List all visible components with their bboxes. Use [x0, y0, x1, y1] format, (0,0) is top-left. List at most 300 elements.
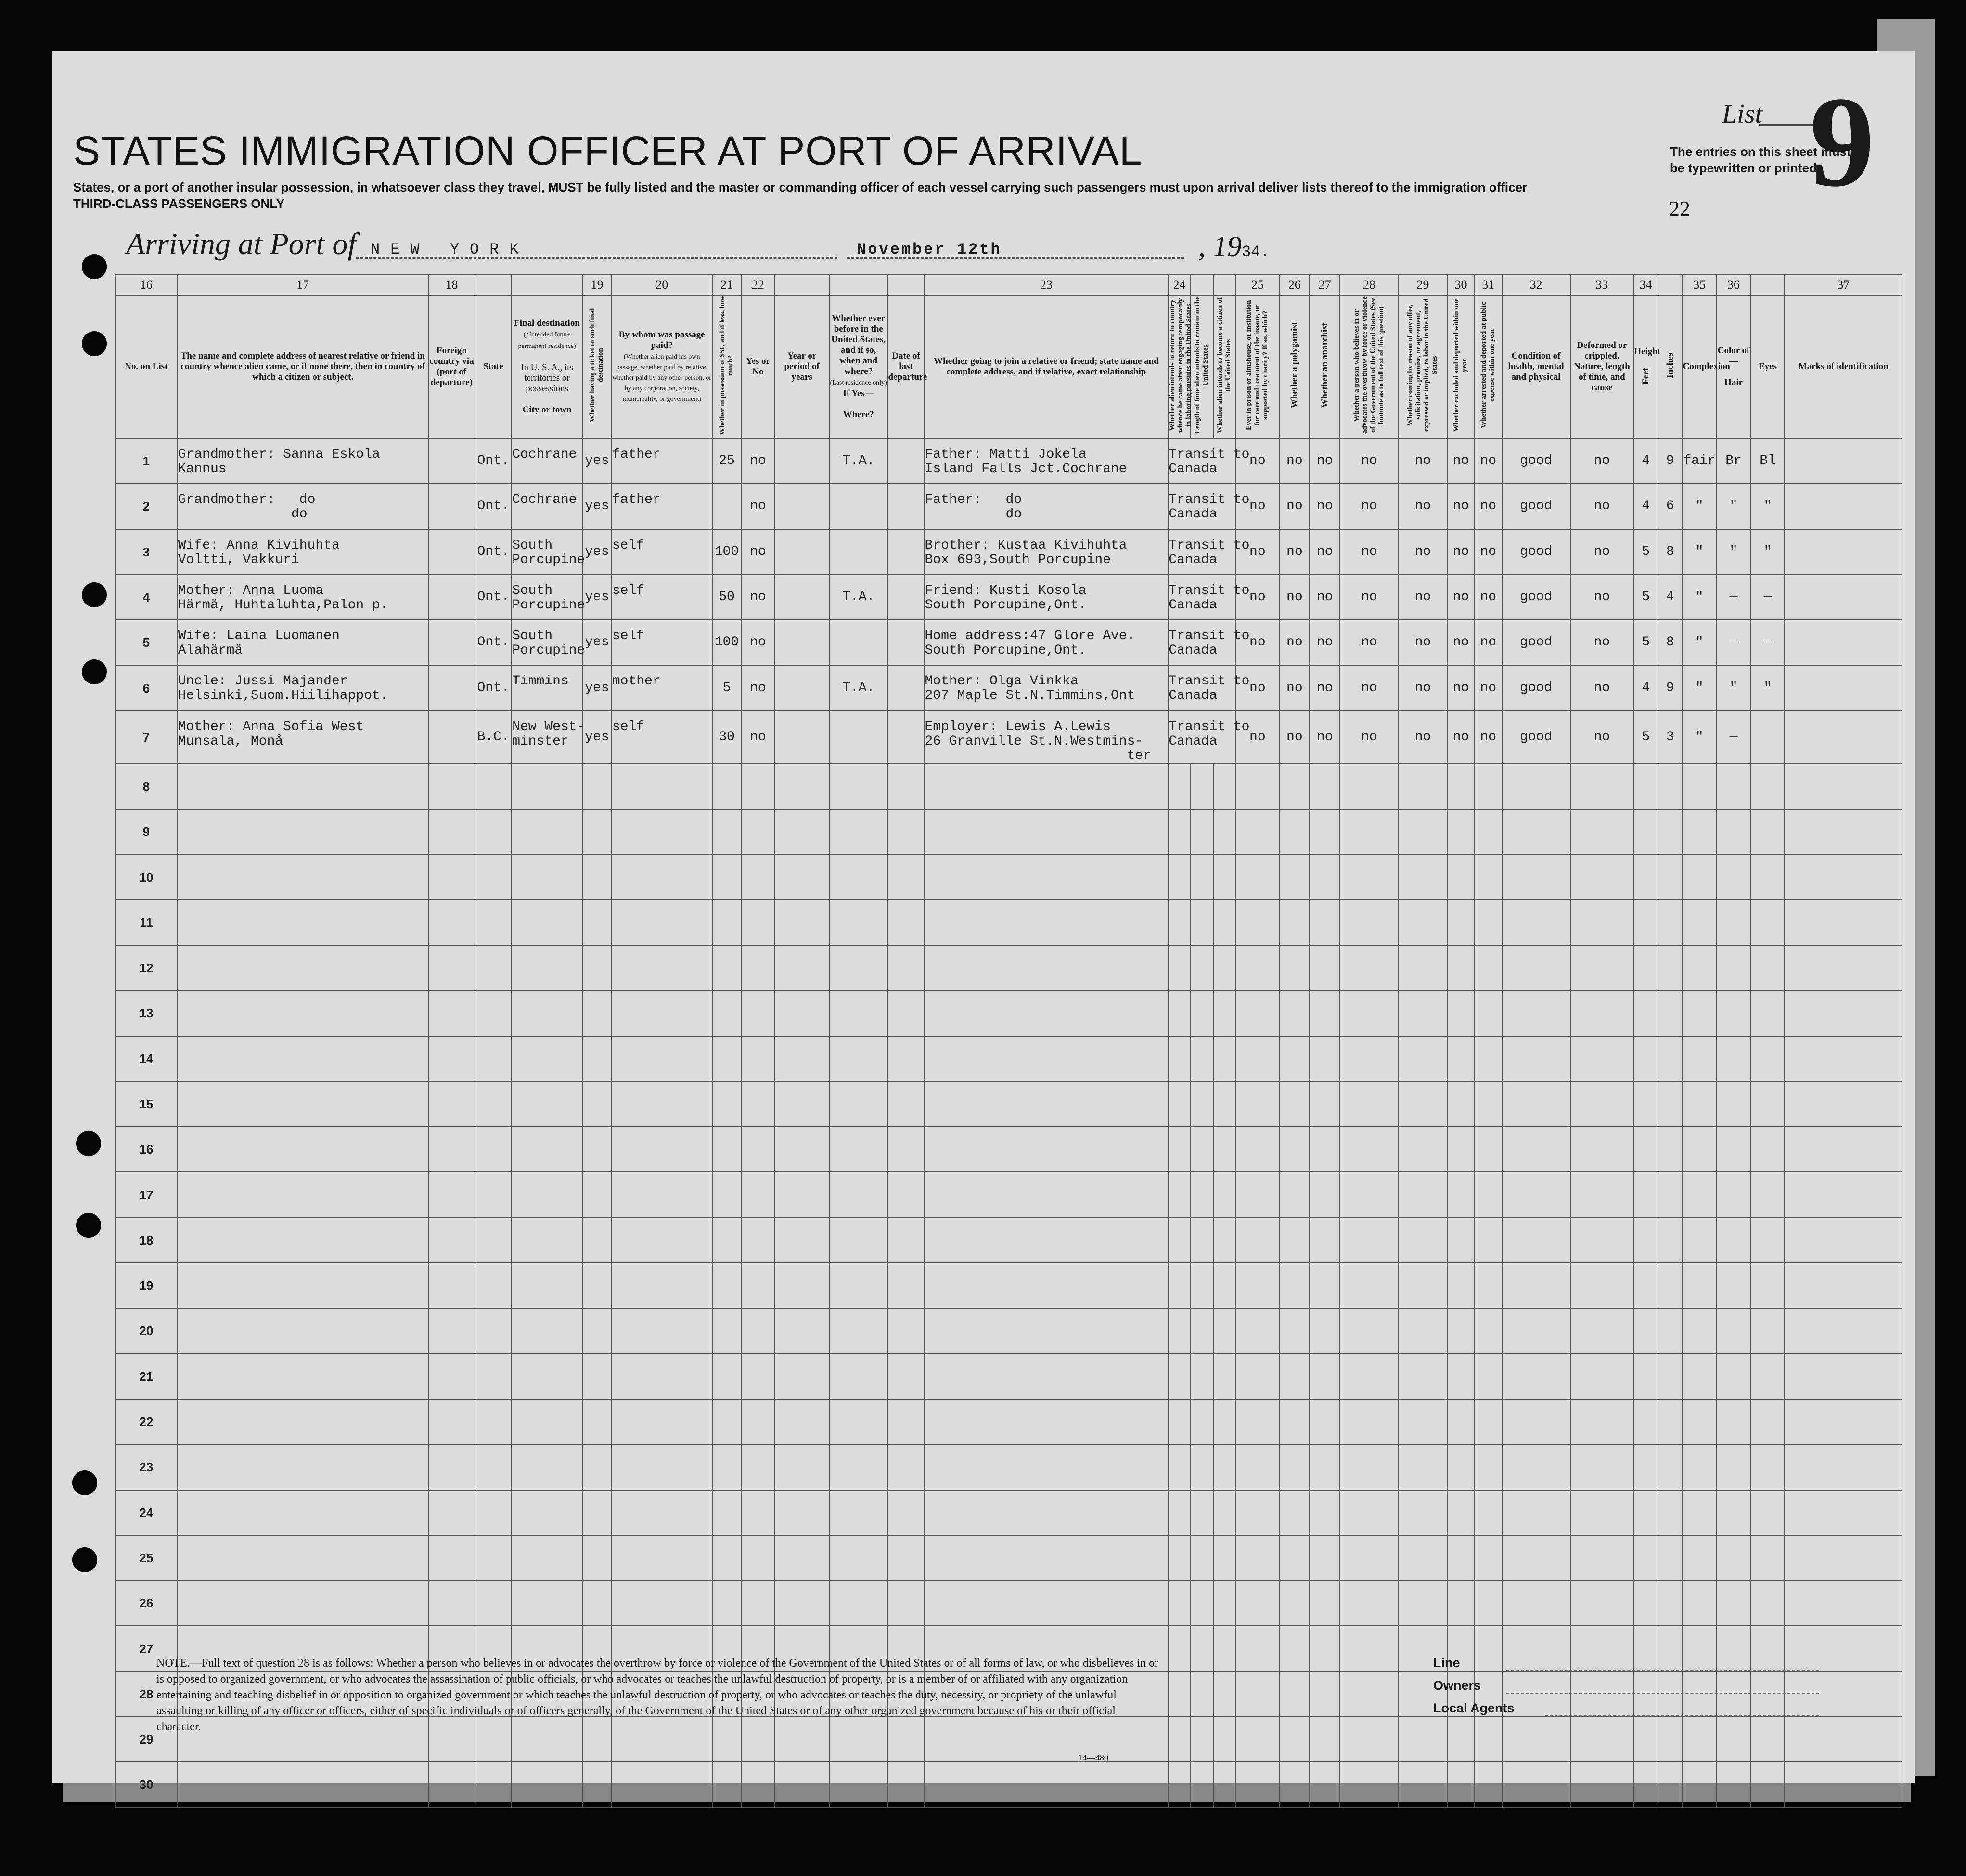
cell-empty [1785, 1036, 1902, 1081]
cell-empty [1447, 1490, 1475, 1535]
cell-empty [888, 1580, 925, 1626]
cell-empty [1279, 1535, 1310, 1580]
cell-empty [1399, 945, 1447, 990]
cell-empty [1717, 1626, 1751, 1671]
cell-empty [178, 1081, 428, 1127]
cell-empty [1399, 1218, 1447, 1263]
cell-empty [1235, 1444, 1279, 1490]
row-number: 5 [115, 620, 178, 665]
cell-empty [1502, 1308, 1570, 1353]
cell-p28: no [1340, 711, 1399, 764]
cell-empty [829, 1172, 888, 1217]
cell-empty [1633, 900, 1658, 945]
cell-empty [178, 809, 428, 854]
cell-empty [1570, 764, 1634, 809]
cell-empty [178, 1762, 428, 1807]
cell-empty [1475, 1399, 1502, 1444]
column-number: 19 [582, 275, 612, 295]
cell-ticket: yes [582, 484, 612, 529]
cell-empty [1502, 1535, 1570, 1580]
column-number [1213, 275, 1236, 295]
cell-empty [1168, 1308, 1191, 1353]
cell-empty [1399, 1580, 1447, 1626]
cell-empty [1785, 1535, 1902, 1580]
cell-empty [888, 990, 925, 1036]
cell-empty [1502, 854, 1570, 899]
header-no-on-list: No. on List [115, 295, 178, 438]
cell-p30: no [1447, 620, 1475, 665]
cell-empty [1502, 1263, 1570, 1308]
cell-empty [1399, 1263, 1447, 1308]
cell-joining: Brother: Kustaa Kivihuhta Box 693,South Porcupine [925, 529, 1169, 575]
cell-money: 5 [712, 665, 742, 710]
cell-empty [428, 1172, 475, 1217]
column-number: 17 [178, 275, 428, 295]
cell-money: 100 [712, 529, 742, 575]
year-prefix: , 19 [1198, 231, 1242, 262]
cell-empty [582, 1172, 612, 1217]
cell-empty [925, 1036, 1169, 1081]
cell-p29: no [1399, 484, 1447, 529]
cell-empty [1213, 1127, 1236, 1172]
cell-empty [1658, 1626, 1683, 1671]
row-number: 24 [115, 1490, 178, 1535]
header-before-yes-no: Yes or No [741, 295, 774, 438]
cell-empty [1168, 809, 1191, 854]
header-nearest-relative: The name and complete address of nearest relative or friend in country whence alien came, or if none there, then in country of which a citizen or subject. [178, 295, 428, 438]
cell-feet: 5 [1633, 620, 1658, 665]
row-number: 20 [115, 1308, 178, 1353]
cell-empty [1751, 809, 1785, 854]
cell-empty [1235, 1580, 1279, 1626]
cell-empty [1658, 1354, 1683, 1399]
cell-empty [1310, 1580, 1340, 1626]
cell-empty [1447, 809, 1475, 854]
column-number [1191, 275, 1213, 295]
cell-empty [428, 764, 475, 809]
binder-hole [82, 582, 107, 607]
cell-empty [1683, 1626, 1717, 1671]
cell-empty [1279, 1444, 1310, 1490]
cell-p26: no [1279, 665, 1310, 710]
column-number [888, 275, 925, 295]
cell-empty [1279, 1218, 1310, 1263]
cell-empty [712, 900, 742, 945]
entries-note-line2: be typewritten or printed [1670, 161, 1817, 175]
cell-empty [1235, 1626, 1279, 1671]
cell-foreign [428, 620, 475, 665]
cell-empty [741, 764, 774, 809]
cell-empty [1235, 1036, 1279, 1081]
column-number: 28 [1340, 275, 1399, 295]
cell-empty [512, 1218, 582, 1263]
cell-empty [1310, 809, 1340, 854]
cell-p29: no [1399, 438, 1447, 484]
cell-empty [1475, 1354, 1502, 1399]
cell-empty [1340, 1354, 1399, 1399]
cell-before: no [741, 575, 774, 620]
cell-relative: Grandmother: Sanna Eskola Kannus [178, 438, 428, 484]
cell-empty [1683, 1354, 1717, 1399]
cell-empty [1751, 764, 1785, 809]
cell-empty [1658, 1263, 1683, 1308]
cell-inches: 3 [1658, 711, 1683, 764]
cell-empty [1717, 1127, 1751, 1172]
cell-empty [1570, 1036, 1634, 1081]
cell-empty [1751, 1626, 1785, 1671]
cell-empty [475, 1762, 512, 1807]
cell-empty [1475, 990, 1502, 1036]
cell-where [829, 484, 888, 529]
cell-empty [1191, 1263, 1213, 1308]
cell-empty [1399, 1172, 1447, 1217]
row-number: 25 [115, 1535, 178, 1580]
cell-empty [1447, 1308, 1475, 1353]
entries-note-line1: The entries on this sheet must [1670, 144, 1851, 159]
cell-date [888, 711, 925, 764]
cell-feet: 5 [1633, 529, 1658, 575]
cell-empty [1658, 1399, 1683, 1444]
cell-empty [829, 1218, 888, 1263]
cell-empty [1633, 1580, 1658, 1626]
cell-empty [1340, 809, 1399, 854]
cell-deformed: no [1570, 484, 1634, 529]
cell-health: good [1502, 484, 1570, 529]
cell-before: no [741, 438, 774, 484]
sheet-number: 22 [1669, 197, 1690, 220]
cell-empty [1340, 854, 1399, 899]
empty-row [115, 1081, 1902, 1127]
cell-empty [178, 1490, 428, 1535]
empty-row [115, 1399, 1902, 1444]
cell-empty [741, 1172, 774, 1217]
cell-empty [1399, 1399, 1447, 1444]
cell-empty [1191, 1444, 1213, 1490]
cell-empty [1310, 1444, 1340, 1490]
cell-empty [774, 1263, 829, 1308]
cell-complexion: " [1683, 484, 1717, 529]
column-number [1658, 275, 1683, 295]
row-number: 4 [115, 575, 178, 620]
cell-empty [1683, 1490, 1717, 1535]
cell-empty [428, 1263, 475, 1308]
cell-empty [1213, 809, 1236, 854]
cell-empty [888, 945, 925, 990]
cell-p28: no [1340, 438, 1399, 484]
passenger-row [115, 575, 1902, 620]
cell-marks [1785, 438, 1902, 484]
column-number: 35 [1683, 275, 1717, 295]
cell-empty [741, 1081, 774, 1127]
cell-empty [1235, 1127, 1279, 1172]
cell-empty [1191, 1535, 1213, 1580]
binder-hole [82, 331, 107, 356]
passenger-row [115, 620, 1902, 665]
cell-inches: 9 [1658, 665, 1683, 710]
cell-p26: no [1279, 484, 1310, 529]
cell-money: 25 [712, 438, 742, 484]
cell-health: good [1502, 620, 1570, 665]
cell-p25: no [1235, 711, 1279, 764]
header-possession-50 [712, 295, 742, 438]
cell-empty [1570, 809, 1634, 854]
header-possession-50-text: Whether in possession of $50, and if less, how much? [719, 296, 735, 435]
cell-where: T.A. [829, 575, 888, 620]
cell-empty [178, 1399, 428, 1444]
header-purpose-b-text: Length of time alien intends to remain in the United States [1194, 296, 1210, 434]
header-feet-text: Feet [1641, 367, 1651, 385]
cell-empty [712, 1172, 742, 1217]
cell-empty [428, 1036, 475, 1081]
header-joining: Whether going to join a relative or friend; state name and complete address, and if relative, exact relationship [925, 295, 1169, 438]
cell-empty [612, 1081, 712, 1127]
header-q31-text: Whether arrested and deported at public expense within one year [1480, 302, 1496, 429]
cell-empty [1785, 1490, 1902, 1535]
cell-empty [1213, 1354, 1236, 1399]
cell-empty [178, 1580, 428, 1626]
cell-empty [1340, 1127, 1399, 1172]
cell-empty [925, 854, 1169, 899]
cell-empty [428, 1490, 475, 1535]
cell-empty [428, 1354, 475, 1399]
cell-empty [475, 1263, 512, 1308]
cell-empty [829, 764, 888, 809]
cell-empty [1168, 1127, 1191, 1172]
cell-empty [1340, 1444, 1399, 1490]
cell-empty [475, 1490, 512, 1535]
cell-purpose: Transit to Canada [1168, 484, 1235, 529]
cell-empty [1475, 764, 1502, 809]
cell-empty [1191, 1127, 1213, 1172]
cell-empty [475, 764, 512, 809]
cell-empty [512, 990, 582, 1036]
cell-joining: Father: do do [925, 484, 1169, 529]
cell-empty [1191, 990, 1213, 1036]
cell-empty [1633, 764, 1658, 809]
passenger-row [115, 711, 1902, 764]
cell-empty [925, 900, 1169, 945]
cell-empty [1633, 1535, 1658, 1580]
cell-empty [512, 854, 582, 899]
cell-empty [888, 1490, 925, 1535]
cell-empty [1191, 900, 1213, 945]
cell-empty [1502, 1081, 1570, 1127]
cell-empty [512, 900, 582, 945]
header-purpose-a [1168, 295, 1191, 438]
cell-empty [1191, 1081, 1213, 1127]
cell-empty [428, 990, 475, 1036]
passenger-row [115, 484, 1902, 529]
cell-empty [1502, 1354, 1570, 1399]
row-number: 6 [115, 665, 178, 710]
cell-empty [829, 1444, 888, 1490]
cell-empty [1502, 1490, 1570, 1535]
cell-empty [888, 900, 925, 945]
cell-p30: no [1447, 711, 1475, 764]
row-number: 30 [115, 1762, 178, 1807]
cell-empty [925, 1081, 1169, 1127]
cell-eyes: " [1751, 484, 1785, 529]
cell-empty [1279, 1354, 1310, 1399]
cell-empty [1168, 1081, 1191, 1127]
passenger-manifest-table [115, 274, 1902, 1808]
header-prison-text: Ever in prison or almshouse, or institution for care and treatment of the insane, or supported by charity? If so, which? [1245, 300, 1270, 431]
row-number: 10 [115, 854, 178, 899]
cell-empty [612, 1308, 712, 1353]
header-purpose-c [1213, 295, 1236, 438]
header-q28 [1340, 295, 1399, 438]
column-number: 23 [925, 275, 1169, 295]
cell-marks [1785, 711, 1902, 764]
cell-empty [1447, 1218, 1475, 1263]
cell-ticket: yes [582, 665, 612, 710]
cell-empty [1658, 1127, 1683, 1172]
cell-empty [1213, 1671, 1236, 1717]
cell-foreign [428, 438, 475, 484]
cell-city: South Porcupine [512, 620, 582, 665]
cell-empty [428, 945, 475, 990]
cell-empty [1447, 945, 1475, 990]
cell-empty [1399, 1081, 1447, 1127]
cell-empty [1633, 990, 1658, 1036]
row-number: 22 [115, 1399, 178, 1444]
cell-p29: no [1399, 711, 1447, 764]
column-number: 31 [1475, 275, 1502, 295]
port-of-arrival: NEW YORK [371, 241, 529, 258]
cell-empty [774, 1036, 829, 1081]
cell-empty [1310, 1308, 1340, 1353]
cell-p31: no [1475, 665, 1502, 710]
form-title: STATES IMMIGRATION OFFICER AT PORT OF ARRIVAL [73, 128, 1143, 173]
cell-empty [1447, 1354, 1475, 1399]
cell-empty [888, 854, 925, 899]
cell-p25: no [1235, 665, 1279, 710]
cell-empty [829, 1490, 888, 1535]
empty-row [115, 1172, 1902, 1217]
cell-empty [1658, 900, 1683, 945]
cell-empty [582, 1081, 612, 1127]
cell-empty [1399, 854, 1447, 899]
cell-empty [1570, 990, 1634, 1036]
cell-empty [741, 945, 774, 990]
cell-health: good [1502, 575, 1570, 620]
cell-empty [774, 854, 829, 899]
cell-where: T.A. [829, 665, 888, 710]
cell-empty [888, 1172, 925, 1217]
cell-empty [888, 1399, 925, 1444]
header-if-yes: If Yes— [843, 388, 874, 398]
cell-empty [1279, 1762, 1310, 1807]
cell-empty [1340, 1218, 1399, 1263]
cell-empty [1785, 1127, 1902, 1172]
row-number: 14 [115, 1036, 178, 1081]
cell-empty [512, 1081, 582, 1127]
cell-date [888, 620, 925, 665]
cell-empty [1717, 764, 1751, 809]
column-number: 24 [1168, 275, 1191, 295]
cell-eyes: — [1751, 575, 1785, 620]
cell-empty [1658, 945, 1683, 990]
cell-empty [1213, 990, 1236, 1036]
column-number [1751, 275, 1785, 295]
passenger-row [115, 438, 1902, 484]
cell-empty [1279, 1308, 1310, 1353]
cell-empty [925, 764, 1169, 809]
cell-empty [1340, 1762, 1399, 1807]
cell-empty [612, 1580, 712, 1626]
cell-p30: no [1447, 575, 1475, 620]
cell-empty [1213, 1263, 1236, 1308]
column-number [475, 275, 512, 295]
cell-empty [1475, 1535, 1502, 1580]
cell-empty [1475, 1717, 1502, 1762]
cell-empty [1235, 809, 1279, 854]
cell-empty [1235, 1490, 1279, 1535]
cell-empty [475, 1127, 512, 1172]
cell-empty [1633, 1444, 1658, 1490]
agents-field [1545, 1715, 1819, 1716]
empty-row [115, 900, 1902, 945]
cell-empty [1399, 1762, 1447, 1807]
cell-empty [612, 1127, 712, 1172]
cell-relative: Grandmother: do do [178, 484, 428, 529]
cell-empty [1785, 1762, 1902, 1807]
cell-empty [1399, 1535, 1447, 1580]
cell-empty [741, 1762, 774, 1807]
cell-where [829, 711, 888, 764]
empty-row [115, 809, 1902, 854]
cell-empty [1447, 1535, 1475, 1580]
cell-empty [1475, 1308, 1502, 1353]
cell-before: no [741, 484, 774, 529]
cell-period [774, 484, 829, 529]
third-class-label: THIRD-CLASS PASSENGERS ONLY [73, 196, 285, 211]
cell-empty [1191, 1717, 1213, 1762]
cell-p28: no [1340, 620, 1399, 665]
cell-ticket: yes [582, 529, 612, 575]
cell-empty [741, 900, 774, 945]
cell-empty [1751, 1671, 1785, 1717]
binder-hole [76, 1213, 101, 1238]
cell-empty [1340, 1036, 1399, 1081]
cell-empty [712, 764, 742, 809]
arriving-label: Arriving at Port of [126, 227, 357, 261]
cell-empty [1279, 1172, 1310, 1217]
cell-empty [1751, 1717, 1785, 1762]
cell-empty [1658, 809, 1683, 854]
empty-row [115, 1218, 1902, 1263]
cell-p26: no [1279, 575, 1310, 620]
cell-empty [888, 1308, 925, 1353]
cell-empty [1191, 1172, 1213, 1217]
column-number: 37 [1785, 275, 1902, 295]
cell-empty [1683, 1308, 1717, 1353]
header-passage-paid [612, 295, 712, 438]
cell-state: Ont. [475, 665, 512, 710]
cell-empty [1633, 1081, 1658, 1127]
cell-empty [1658, 854, 1683, 899]
cell-empty [428, 809, 475, 854]
cell-empty [475, 1444, 512, 1490]
cell-empty [1570, 945, 1634, 990]
cell-deformed: no [1570, 711, 1634, 764]
cell-empty [512, 1535, 582, 1580]
column-number: 25 [1235, 275, 1279, 295]
cell-empty [888, 1036, 925, 1081]
header-before-where [829, 295, 888, 438]
cell-complexion: " [1683, 620, 1717, 665]
header-foreign-country: Foreign country via (port of departure) [428, 295, 475, 438]
